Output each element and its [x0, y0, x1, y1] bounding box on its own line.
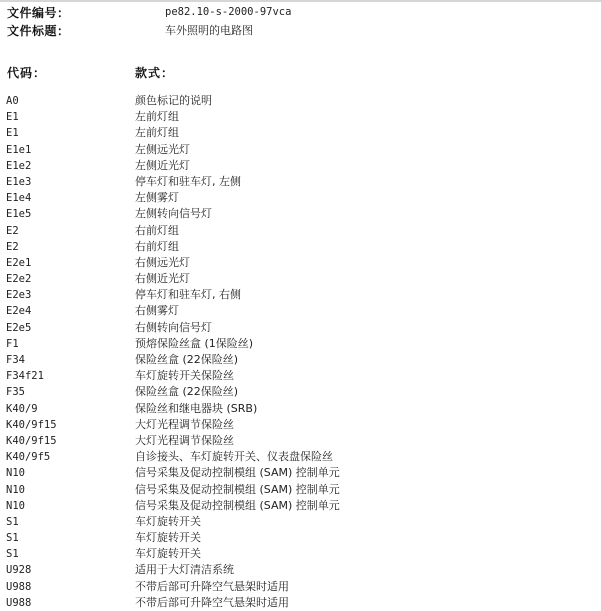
component-description: 颜色标记的说明 — [135, 94, 212, 107]
list-item — [0, 546, 601, 562]
list-item — [0, 174, 601, 190]
component-code: S1 — [6, 532, 19, 545]
list-item — [0, 384, 601, 400]
list-item — [0, 449, 601, 465]
list-item — [0, 579, 601, 595]
list-item — [0, 482, 601, 498]
component-code: F34 — [6, 354, 25, 366]
component-code: U988 — [6, 596, 32, 609]
file-title-row — [7, 22, 253, 38]
component-description: 左侧近光灯 — [135, 158, 190, 172]
component-code: F35 — [6, 386, 25, 399]
list-item — [0, 562, 601, 578]
component-code: E1e3 — [6, 175, 32, 188]
component-code: K40/9f15 — [6, 418, 57, 431]
component-code: N10 — [6, 467, 25, 480]
list-item — [0, 271, 601, 287]
component-code: E1e1 — [6, 143, 32, 156]
file-number-label: 文件编号： — [7, 5, 70, 20]
file-number-value: pe82.10-s-2000-97vca — [165, 6, 292, 18]
list-item — [0, 255, 601, 271]
component-description: 信号采集及促动控制模组 (SAM) 控制单元 — [135, 466, 340, 480]
list-item — [0, 109, 601, 125]
component-description: 不带后部可升降空气悬架时适用 — [135, 579, 289, 593]
list-item — [0, 433, 601, 449]
component-code: E2e5 — [6, 321, 32, 334]
component-code: S1 — [6, 515, 19, 528]
file-number-row — [7, 4, 291, 20]
list-item — [0, 125, 601, 141]
style-column-header: 款式： — [135, 66, 175, 80]
list-item — [0, 239, 601, 255]
list-item — [0, 368, 601, 384]
component-description: 右侧近光灯 — [135, 272, 190, 286]
component-code: E1e2 — [6, 159, 32, 172]
list-item — [0, 401, 601, 417]
component-description: 左前灯组 — [135, 126, 179, 140]
component-description: 右侧雾灯 — [135, 304, 179, 318]
list-item — [0, 417, 601, 433]
component-description: 预熔保险丝盒 (1保险丝) — [135, 336, 254, 350]
list-item — [0, 530, 601, 546]
component-code: E2e2 — [6, 273, 32, 286]
component-description: 保险丝盒 (22保险丝) — [135, 353, 239, 366]
component-code: E2e4 — [6, 305, 32, 318]
component-code: K40/9f5 — [6, 451, 51, 464]
list-item — [0, 352, 601, 368]
list-item — [0, 595, 601, 611]
component-code: E1e4 — [6, 192, 32, 205]
component-description: 停车灯和驻车灯, 左侧 — [135, 174, 241, 188]
component-code: E1e5 — [6, 208, 32, 221]
component-description: 不带后部可升降空气悬架时适用 — [135, 595, 289, 609]
component-description: 大灯光程调节保险丝 — [135, 433, 234, 447]
list-item — [0, 498, 601, 514]
list-item — [0, 158, 601, 174]
list-item — [0, 336, 601, 352]
component-code: E2e3 — [6, 289, 32, 302]
component-description: 保险丝和继电器块 (SRB) — [135, 401, 258, 415]
list-item — [0, 465, 601, 481]
list-item — [0, 93, 601, 109]
component-description: 右前灯组 — [135, 239, 179, 253]
component-code: E2 — [6, 224, 19, 237]
component-description: 左前灯组 — [135, 110, 179, 124]
component-description: 右侧转向信号灯 — [135, 320, 212, 334]
file-title-value: 车外照明的电路图 — [165, 24, 253, 37]
component-description: 左侧转向信号灯 — [135, 207, 212, 221]
component-description: 右侧远光灯 — [135, 255, 190, 269]
component-description: 保险丝盒 (22保险丝) — [135, 385, 239, 399]
component-code: E1 — [6, 127, 19, 140]
code-column-header: 代码： — [7, 66, 47, 80]
component-code: U928 — [6, 564, 32, 577]
list-item — [0, 223, 601, 239]
component-description: 右前灯组 — [135, 223, 179, 237]
top-border — [0, 0, 601, 2]
component-code: N10 — [6, 483, 25, 496]
component-description: 左侧雾灯 — [135, 191, 179, 205]
component-description: 车灯旋转开关 — [135, 547, 201, 561]
component-list — [0, 93, 601, 611]
component-description: 大灯光程调节保险丝 — [135, 417, 234, 431]
component-code: E2 — [6, 240, 19, 253]
component-code: U988 — [6, 580, 32, 593]
component-code: F34f21 — [6, 370, 44, 383]
file-title-label: 文件标题： — [7, 23, 70, 38]
component-code: E1 — [6, 111, 19, 124]
list-item — [0, 190, 601, 206]
component-code: E2e1 — [6, 256, 32, 269]
list-item — [0, 303, 601, 319]
list-item — [0, 287, 601, 303]
component-code: N10 — [6, 499, 25, 512]
component-description: 左侧远光灯 — [135, 142, 190, 156]
component-description: 车灯旋转开关 — [135, 531, 201, 545]
component-code: K40/9 — [6, 402, 38, 415]
component-description: 车灯旋转开关保险丝 — [135, 369, 234, 383]
component-code: K40/9f15 — [6, 434, 57, 447]
component-code: F1 — [6, 337, 19, 350]
component-description: 适用于大灯清洁系统 — [135, 563, 234, 577]
component-description: 停车灯和驻车灯, 右侧 — [135, 288, 241, 302]
list-item — [0, 514, 601, 530]
component-description: 自诊接头、车灯旋转开关、仪表盘保险丝 — [135, 450, 333, 464]
component-code: S1 — [6, 548, 19, 561]
list-item — [0, 142, 601, 158]
list-item — [0, 320, 601, 336]
component-code: A0 — [6, 95, 19, 107]
component-description: 车灯旋转开关 — [135, 514, 201, 528]
list-item — [0, 206, 601, 222]
component-description: 信号采集及促动控制模组 (SAM) 控制单元 — [135, 482, 340, 496]
component-description: 信号采集及促动控制模组 (SAM) 控制单元 — [135, 498, 340, 512]
